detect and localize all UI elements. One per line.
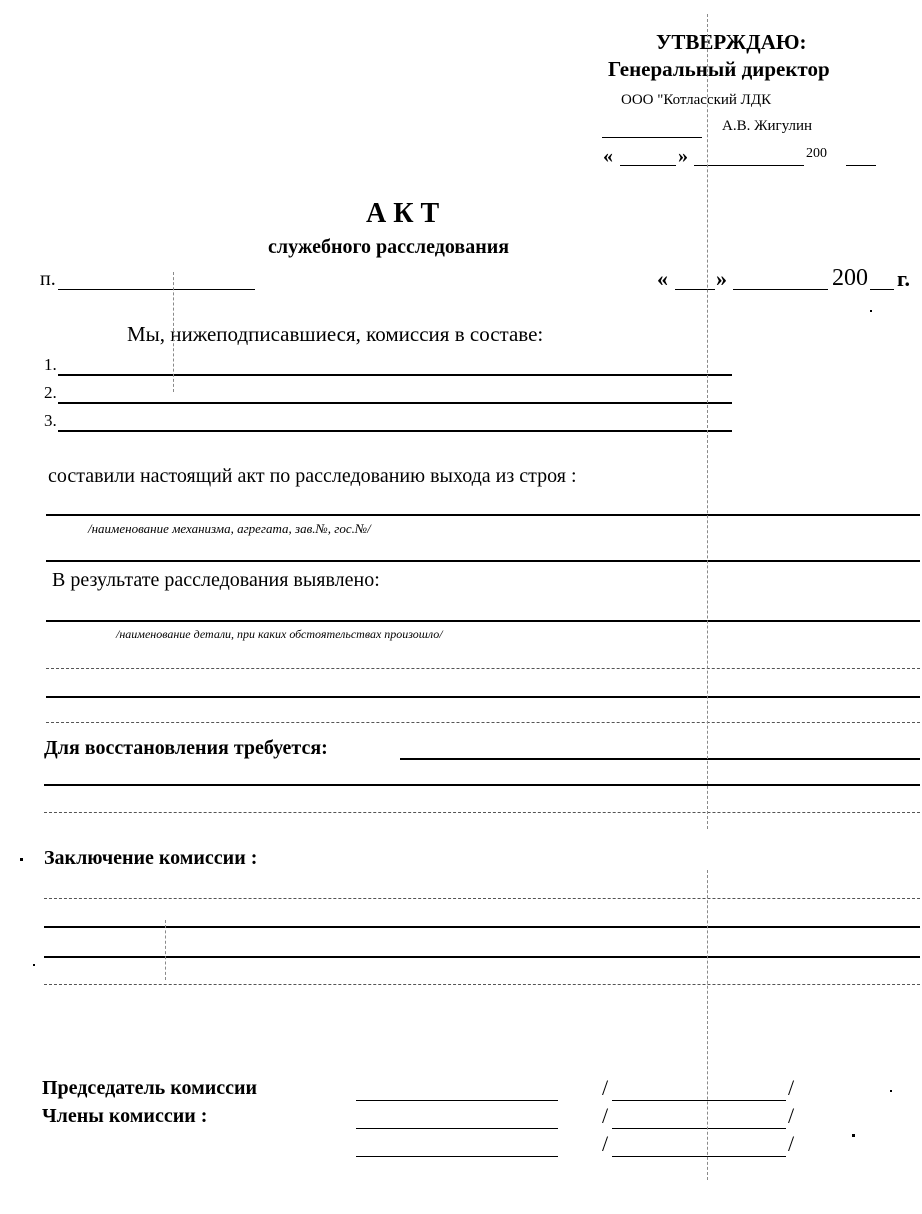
scan-fold-line	[173, 272, 174, 392]
members-label: Члены комиссии :	[42, 1105, 208, 1127]
act-date-day-line	[675, 289, 715, 290]
scan-speck	[33, 964, 35, 966]
approval-date-year-line	[846, 165, 876, 166]
name-bracket-open: /	[602, 1103, 609, 1128]
conclusion-line	[44, 984, 920, 985]
act-date-open-quote: «	[657, 266, 668, 291]
restoration-line	[400, 758, 920, 760]
scan-fold-line	[707, 870, 708, 1180]
commission-member-line	[58, 374, 732, 376]
place-line	[58, 289, 255, 290]
chairman-label: Председатель комиссии	[42, 1077, 258, 1099]
act-date-year: 200	[832, 265, 868, 291]
commission-member-number: 2.	[44, 383, 57, 402]
restoration-line	[44, 812, 920, 813]
name-line	[612, 1156, 786, 1157]
approval-date-month-line	[694, 165, 804, 166]
place-prefix: п.	[40, 268, 56, 290]
commission-member-line	[58, 430, 732, 432]
approval-date-close-quote: »	[678, 145, 688, 167]
name-bracket-close: /	[788, 1075, 795, 1100]
commission-member-number: 3.	[44, 411, 57, 430]
findings-line	[46, 696, 920, 698]
director-signature-line	[602, 137, 702, 138]
act-date-year-line	[870, 289, 894, 290]
scan-speck	[870, 310, 872, 312]
signature-line	[356, 1156, 558, 1157]
conclusion-line	[44, 898, 920, 899]
document-title: А К Т	[366, 198, 440, 229]
findings-lead: В результате расследования выявлено:	[52, 569, 380, 591]
scan-speck	[890, 1090, 892, 1092]
act-date-year-suffix: г.	[897, 266, 911, 291]
approval-date-day-line	[620, 165, 676, 166]
scan-speck	[852, 1134, 855, 1137]
findings-hint: /наименование детали, при каких обстоятельствах произошло/	[116, 627, 443, 641]
signature-line	[356, 1100, 558, 1101]
approval-date-year: 200	[806, 146, 827, 161]
approval-date-open-quote: «	[603, 145, 613, 167]
name-bracket-close: /	[788, 1131, 795, 1156]
signature-line	[356, 1128, 558, 1129]
act-date-close-quote: »	[716, 266, 727, 291]
scan-fold-line	[165, 920, 166, 980]
commission-member-number: 1.	[44, 355, 57, 374]
conclusion-line	[44, 926, 920, 928]
conclusion-label: Заключение комиссии :	[44, 847, 258, 869]
subject-statement: составили настоящий акт по расследованию выхода из строя :	[48, 465, 577, 487]
approval-heading: УТВЕРЖДАЮ:	[656, 30, 807, 54]
company-name: ООО "Котласский ЛДК	[621, 92, 772, 108]
restoration-label: Для восстановления требуется:	[44, 737, 328, 759]
findings-line	[46, 722, 920, 723]
act-date-month-line	[733, 289, 828, 290]
director-position: Генеральный директор	[608, 57, 830, 81]
document-subtitle: служебного расследования	[268, 236, 510, 258]
commission-intro	[127, 324, 543, 345]
subject-hint: /наименование механизма, агрегата, зав.№, гос.№/	[88, 521, 371, 536]
subject-line	[46, 560, 920, 562]
scan-fold-line	[707, 14, 708, 829]
findings-line	[46, 620, 920, 622]
name-bracket-open: /	[602, 1131, 609, 1156]
name-line	[612, 1128, 786, 1129]
commission-member-line	[58, 402, 732, 404]
conclusion-line	[44, 956, 920, 958]
subject-line	[46, 514, 920, 516]
name-bracket-close: /	[788, 1103, 795, 1128]
name-line	[612, 1100, 786, 1101]
findings-line	[46, 668, 920, 669]
director-name: А.В. Жигулин	[722, 118, 813, 134]
name-bracket-open: /	[602, 1075, 609, 1100]
commission-intro-text: Мы, нижеподписавшиеся, комиссия в составе:	[127, 322, 544, 346]
restoration-line	[44, 784, 920, 786]
scan-speck	[20, 858, 23, 861]
